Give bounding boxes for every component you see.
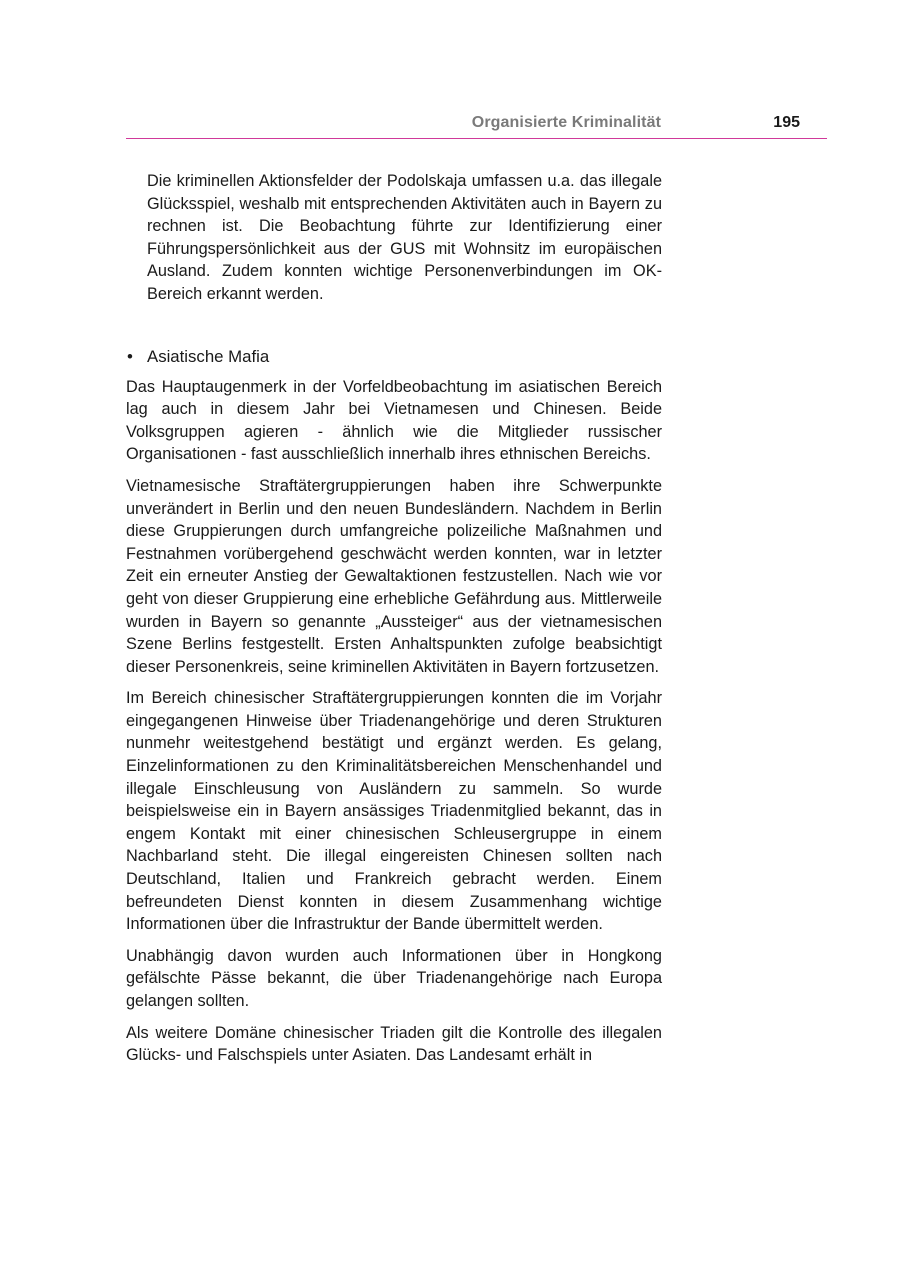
- running-header: [126, 112, 827, 139]
- intro-paragraph: Die kriminellen Aktionsfelder der Podolskaja umfassen u.a. das illegale Glücksspiel, weshalb mit entsprechenden Aktivitäten auch in Bayern zu rechnen ist. Die Beobachtung führte zur Identifizierung einer Führungspersönlichkeit aus der GUS mit Wohnsitz im europäischen Ausland. Zudem konnten wichtige Personenverbindungen im OK-Bereich erkannt werden.: [147, 172, 662, 303]
- body-paragraph: Das Hauptaugenmerk in der Vorfeldbeobachtung im asiatischen Bereich lag auch in diesem Jahr bei Vietnamesen und Chinesen. Beide Volksgruppen agieren - ähnlich wie die Mitglieder russischer Organisationen - fast ausschließlich innerhalb ihres ethnischen Bereichs.: [126, 377, 662, 464]
- body-paragraph: Unabhängig davon wurden auch Informationen über in Hongkong gefälschte Pässe bekannt, die über Triadenangehörige nach Europa gelangen sollten.: [126, 946, 662, 1010]
- body-paragraph: Vietnamesische Straftätergruppierungen haben ihre Schwerpunkte unverändert in Berlin und den neuen Bundesländern. Nachdem in Berlin diese Gruppierungen durch umfangreiche polizeiliche Maßnahmen und Festnahmen vorübergehend geschwächt werden konnten, war in letzter Zeit ein erneuter Anstieg der Gewaltaktionen festzustellen. Nach wie vor geht von dieser Gruppierung eine erhebliche Gefährdung aus. Mittlerweile wurden in Bayern so genannte „Aussteiger“ aus der vietnamesischen Szene Berlins festgestellt. Ersten Anhaltspunkten zufolge beabsichtigt dieser Personenkreis, seine kriminellen Aktivitäten in Bayern fortzusetzen.: [126, 476, 662, 676]
- body-paragraph: Im Bereich chinesischer Straftätergruppierungen konnten die im Vorjahr eingegangenen Hinweise über Triadenangehörige und deren Strukturen nunmehr weitestgehend bestätigt und ergänzt werden. Es gelang, Einzelinformationen zu den Kriminalitätsbereichen Menschenhandel und illegale Einschleusung von Ausländern zu sammeln. So wurde beispielsweise ein in Bayern ansässiges Triadenmitglied bekannt, das in engem Kontakt mit einer chinesischen Schleusergruppe in einem Nachbarland steht. Die illegal eingereisten Chinesen sollten nach Deutschland, Italien und Frankreich gebracht werden. Einem befreundeten Dienst konnten in diesem Zusammenhang wichtige Informationen über die Infrastruktur der Bande übermittelt werden.: [126, 689, 662, 934]
- body-paragraph: Als weitere Domäne chinesischer Triaden gilt die Kontrolle des illegalen Glücks- und Falschspiels unter Asiaten. Das Landesamt erhält in: [126, 1023, 662, 1065]
- page-number: 195: [773, 114, 800, 131]
- header-section-title: Organisierte Kriminalität: [471, 114, 661, 131]
- bullet-icon: •: [127, 346, 133, 366]
- page-body: [126, 170, 662, 1076]
- section-heading: [126, 346, 662, 368]
- section-heading-text: Asiatische Mafia: [147, 346, 270, 366]
